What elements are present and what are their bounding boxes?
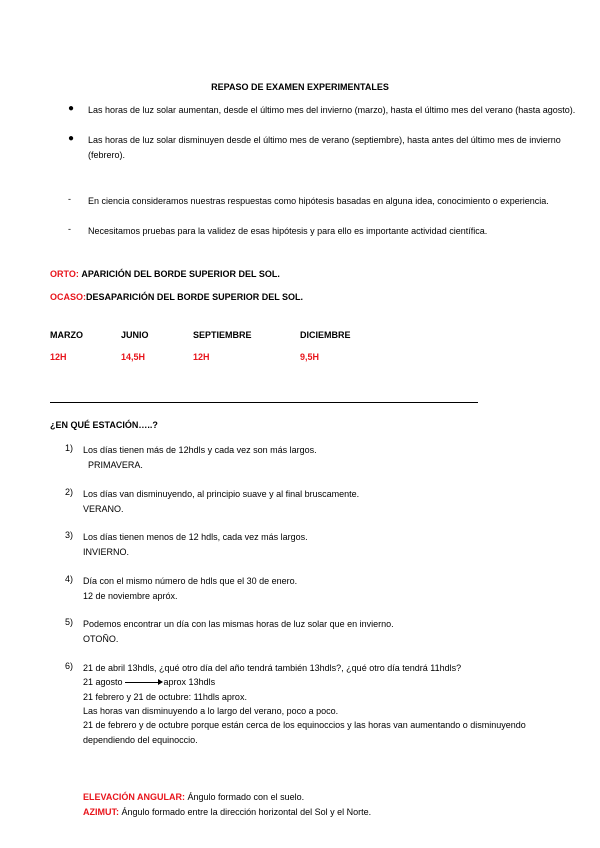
dash-text-2: Necesitamos pruebas para la validez de esas hipótesis y para ello es importante actividad científica. [88,226,488,236]
question-answer: INVIERNO. [83,547,130,557]
question-answer: PRIMAVERA. [88,460,143,470]
orto-text: APARICIÓN DEL BORDE SUPERIOR DEL SOL. [81,269,280,279]
question-number: 1) [65,443,74,453]
question-number: 2) [65,487,74,497]
question-answer: 12 de noviembre apróx. [83,591,178,601]
q6-arrow-to: aprox 13hdls [163,677,216,687]
azimut-text: Ángulo formado entre la dirección horizontal del Sol y el Norte. [121,807,372,817]
question-text: Los días tienen menos de 12 hdls, cada vez más largos. [83,532,308,542]
month-value-3: 12H [193,352,210,362]
question-answer: OTOÑO. [83,634,119,644]
dash-icon: - [68,194,71,204]
q6-line-2: 21 febrero y 21 de octubre: 11hdls aprox. [83,692,247,702]
elevacion-term: ELEVACIÓN ANGULAR: [83,792,185,802]
question-number: 6) [65,661,74,671]
q6-line-5: dependiendo del equinoccio. [83,735,198,745]
q6-arrow-from: 21 agosto [83,677,123,687]
ocaso-text: DESAPARICIÓN DEL BORDE SUPERIOR DEL SOL. [86,292,304,302]
ocaso-term: OCASO: [50,292,86,302]
month-header-1: MARZO [50,330,83,340]
orto-definition [50,269,280,279]
question-number: 3) [65,530,74,540]
q6-arrow-line [83,675,215,690]
divider [50,402,478,403]
azimut-definition [83,807,371,817]
azimut-term: AZIMUT: [83,807,119,817]
dash-text-1: En ciencia consideramos nuestras respuestas como hipótesis basadas en alguna idea, conocimiento o experiencia. [88,196,549,206]
dash-icon: - [68,224,71,234]
question-text: Podemos encontrar un día con las mismas horas de luz solar que en invierno. [83,619,394,629]
question-answer: VERANO. [83,504,124,514]
question-text: 21 de abril 13hdls, ¿qué otro día del año tendrá también 13hdls?, ¿qué otro día tendrá 11hdls? [83,663,462,673]
question-number: 5) [65,617,74,627]
month-header-3: SEPTIEMBRE [193,330,252,340]
month-value-2: 14,5H [121,352,146,362]
month-header-4: DICIEMBRE [300,330,351,340]
month-header-2: JUNIO [121,330,149,340]
question-text: Los días van disminuyendo, al principio suave y al final bruscamente. [83,489,360,499]
month-value-1: 12H [50,352,67,362]
month-value-4: 9,5H [300,352,320,362]
question-text: Los días tienen más de 12hdls y cada vez son más largos. [83,445,317,455]
arrow-right-icon [125,682,159,683]
elevacion-definition [83,792,304,802]
ocaso-definition [50,292,303,302]
orto-term: ORTO: [50,269,79,279]
bullet-icon: ● [68,133,75,144]
elevacion-text: Ángulo formado con el suelo. [187,792,305,802]
q6-line-4: 21 de febrero y de octubre porque están cerca de los equinoccios y las horas van aumentando o disminuyendo [83,720,526,730]
page-title: REPASO DE EXAMEN EXPERIMENTALES [211,82,389,92]
bullet-text-1: Las horas de luz solar aumentan, desde el último mes del invierno (marzo), hasta el último mes del verano (hasta agosto). [88,105,576,115]
bullet-text-2: Las horas de luz solar disminuyen desde el último mes de verano (septiembre), hasta antes del último mes de invierno (febrero). [88,135,561,160]
bullet-icon: ● [68,103,75,114]
q6-line-3: Las horas van disminuyendo a lo largo del verano, poco a poco. [83,706,339,716]
questions-heading: ¿EN QUÉ ESTACIÓN…..? [50,420,158,430]
question-number: 4) [65,574,74,584]
question-text: Día con el mismo número de hdls que el 30 de enero. [83,576,298,586]
